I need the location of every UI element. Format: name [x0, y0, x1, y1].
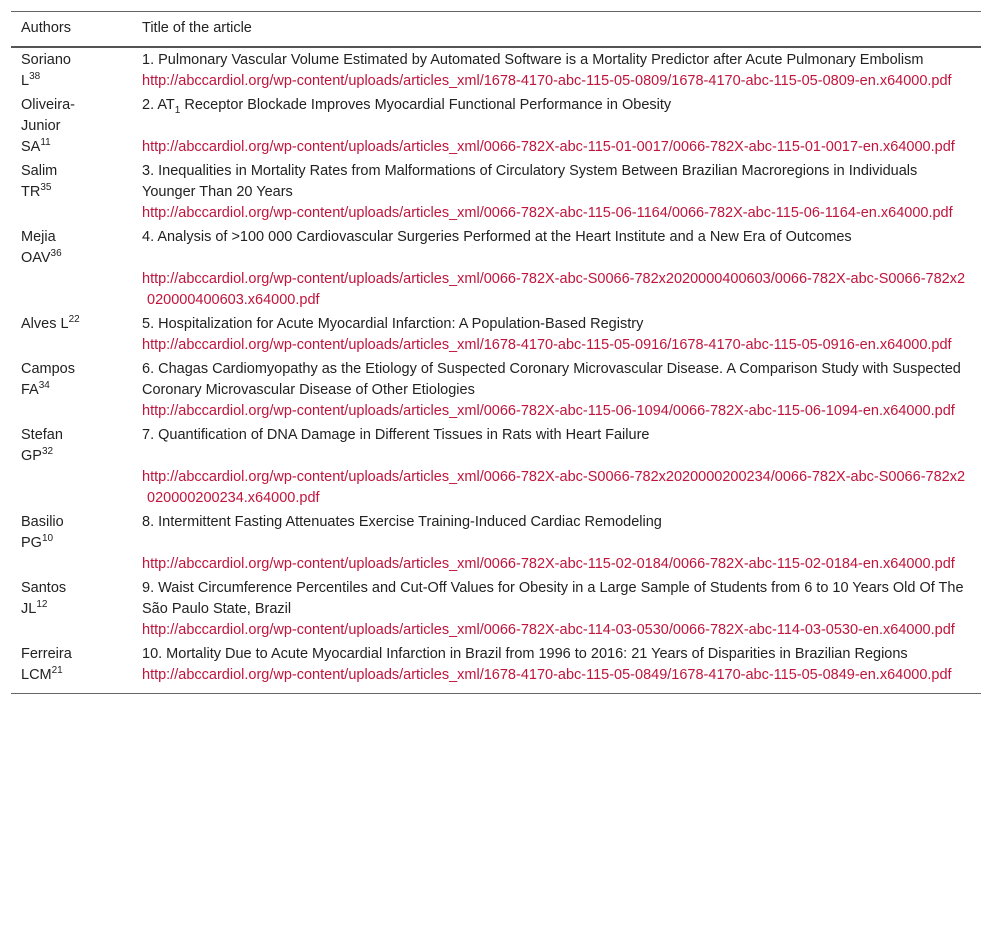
spacer — [142, 248, 971, 269]
spacer — [142, 533, 971, 554]
table-row — [11, 576, 981, 642]
author-initials: L — [21, 73, 30, 89]
title-cell — [132, 225, 981, 312]
title-cell — [132, 423, 981, 510]
title-cell — [132, 159, 981, 225]
author-initials: TR — [21, 184, 41, 200]
article-pdf-link[interactable]: http://abccardiol.org/wp-content/uploads/articles_xml/0066-782X-abc-115-06-1164/0066-782X-abc-115-06-1164-en.x64000.pdf — [142, 205, 953, 221]
table-row — [11, 225, 981, 312]
reference-number: 21 — [51, 665, 63, 677]
header-authors: Authors — [11, 12, 132, 48]
author-cell — [11, 576, 132, 642]
article-pdf-link[interactable]: http://abccardiol.org/wp-content/uploads/articles_xml/0066-782X-abc-114-03-0530/0066-782X-abc-114-03-0530-en.x64000.pdf — [142, 622, 955, 638]
spacer — [142, 116, 971, 137]
article-pdf-link[interactable]: http://abccardiol.org/wp-content/uploads/articles_xml/1678-4170-abc-115-05-0849/1678-4170-abc-115-05-0849-en.x64000.pdf — [142, 667, 952, 683]
author-cell — [11, 159, 132, 225]
article-title-part: 2. AT — [142, 97, 175, 113]
table-header-row — [11, 12, 981, 48]
author-name: Oliveira- — [21, 97, 75, 113]
article-pdf-link[interactable]: http://abccardiol.org/wp-content/uploads/articles_xml/0066-782X-abc-115-02-0184/0066-782X-abc-115-02-0184-en.x64000.pdf — [142, 556, 955, 572]
table-row — [11, 357, 981, 423]
article-title: 3. Inequalities in Mortality Rates from Malformations of Circulatory System Between Brazilian Macroregions in Individuals Younger Than 20 Years — [142, 163, 918, 200]
reference-number: 11 — [40, 137, 51, 149]
author-cell — [11, 47, 132, 93]
article-title-subscript: 1 — [174, 104, 181, 116]
article-title: 10. Mortality Due to Acute Myocardial Infarction in Brazil from 1996 to 2016: 21 Years of Disparities in Brazilian Regions — [142, 646, 908, 662]
article-title: 7. Quantification of DNA Damage in Different Tissues in Rats with Heart Failure — [142, 427, 650, 443]
author-initials: GP — [21, 448, 42, 464]
article-pdf-link[interactable]: http://abccardiol.org/wp-content/uploads/articles_xml/0066-782X-abc-115-01-0017/0066-782X-abc-115-01-0017-en.x64000.pdf — [142, 139, 955, 155]
author-name: Stefan — [21, 427, 63, 443]
table-row — [11, 93, 981, 159]
author-cell — [11, 357, 132, 423]
title-cell — [132, 357, 981, 423]
author-initials: SA — [21, 139, 41, 155]
author-name: Santos — [21, 580, 67, 596]
article-pdf-link[interactable]: http://abccardiol.org/wp-content/uploads/articles_xml/0066-782X-abc-115-06-1094/0066-782X-abc-115-06-1094-en.x64000.pdf — [142, 403, 955, 419]
article-pdf-link[interactable]: http://abccardiol.org/wp-content/uploads/articles_xml/1678-4170-abc-115-05-0809/1678-4170-abc-115-05-0809-en.x64000.pdf — [142, 73, 952, 89]
title-cell — [132, 510, 981, 576]
author-name: Soriano — [21, 52, 71, 68]
article-title: 1. Pulmonary Vascular Volume Estimated by Automated Software is a Mortality Predictor after Acute Pulmonary Embolism — [142, 52, 924, 68]
title-cell — [132, 312, 981, 357]
author-initials: OAV — [21, 250, 51, 266]
reference-number: 34 — [38, 380, 50, 392]
author-cell — [11, 423, 132, 510]
reference-number: 38 — [29, 71, 41, 83]
article-title: 8. Intermittent Fasting Attenuates Exercise Training-Induced Cardiac Remodeling — [142, 514, 662, 530]
reference-number: 22 — [68, 314, 80, 326]
author-name: Campos — [21, 361, 75, 377]
article-pdf-link[interactable]: http://abccardiol.org/wp-content/uploads/articles_xml/1678-4170-abc-115-05-0916/1678-4170-abc-115-05-0916-en.x64000.pdf — [142, 337, 952, 353]
header-title: Title of the article — [132, 12, 981, 48]
reference-number: 10 — [41, 533, 54, 545]
table-row — [11, 312, 981, 357]
author-name: Alves L — [21, 316, 69, 332]
title-cell — [132, 47, 981, 93]
table-row — [11, 47, 981, 93]
table-row — [11, 510, 981, 576]
author-name: Ferreira — [21, 646, 72, 662]
author-initials: FA — [21, 382, 39, 398]
article-pdf-link[interactable]: http://abccardiol.org/wp-content/uploads/articles_xml/0066-782X-abc-S0066-782x2020000400603/0066-782X-abc-S0066-782x2020000400603.x64000.pdf — [142, 271, 966, 308]
articles-table — [11, 11, 981, 694]
author-initials: JL — [21, 601, 37, 617]
author-cell — [11, 642, 132, 694]
article-title-part: Receptor Blockade Improves Myocardial Functional Performance in Obesity — [180, 97, 672, 113]
author-name: Mejia — [21, 229, 56, 245]
title-cell — [132, 576, 981, 642]
table-row — [11, 642, 981, 694]
author-cell — [11, 510, 132, 576]
author-name: Salim — [21, 163, 58, 179]
article-title: 5. Hospitalization for Acute Myocardial Infarction: A Population-Based Registry — [142, 316, 644, 332]
author-name-cont: Junior — [21, 118, 61, 134]
reference-number: 32 — [41, 446, 54, 458]
title-cell — [132, 642, 981, 694]
author-initials: PG — [21, 535, 42, 551]
reference-number: 12 — [36, 599, 48, 611]
spacer — [142, 446, 971, 467]
article-title — [142, 95, 971, 116]
author-cell — [11, 312, 132, 357]
author-name: Basilio — [21, 514, 64, 530]
author-cell — [11, 225, 132, 312]
article-title: 4. Analysis of >100 000 Cardiovascular Surgeries Performed at the Heart Institute and a New Era of Outcomes — [142, 229, 852, 245]
reference-number: 36 — [50, 248, 62, 260]
table-row — [11, 159, 981, 225]
articles-table-container — [11, 11, 981, 694]
article-title: 9. Waist Circumference Percentiles and Cut-Off Values for Obesity in a Large Sample of Students from 6 to 10 Years Old Of The São Paulo State, Brazil — [142, 580, 964, 617]
article-title: 6. Chagas Cardiomyopathy as the Etiology of Suspected Coronary Microvascular Disease. A Comparison Study with Suspected Coronary Microvascular Disease of Other Etiologies — [142, 361, 961, 398]
title-cell — [132, 93, 981, 159]
author-initials: LCM — [21, 667, 52, 683]
reference-number: 35 — [40, 182, 52, 194]
author-cell — [11, 93, 132, 159]
table-row — [11, 423, 981, 510]
article-pdf-link[interactable]: http://abccardiol.org/wp-content/uploads/articles_xml/0066-782X-abc-S0066-782x2020000200234/0066-782X-abc-S0066-782x2020000200234.x64000.pdf — [142, 469, 966, 506]
